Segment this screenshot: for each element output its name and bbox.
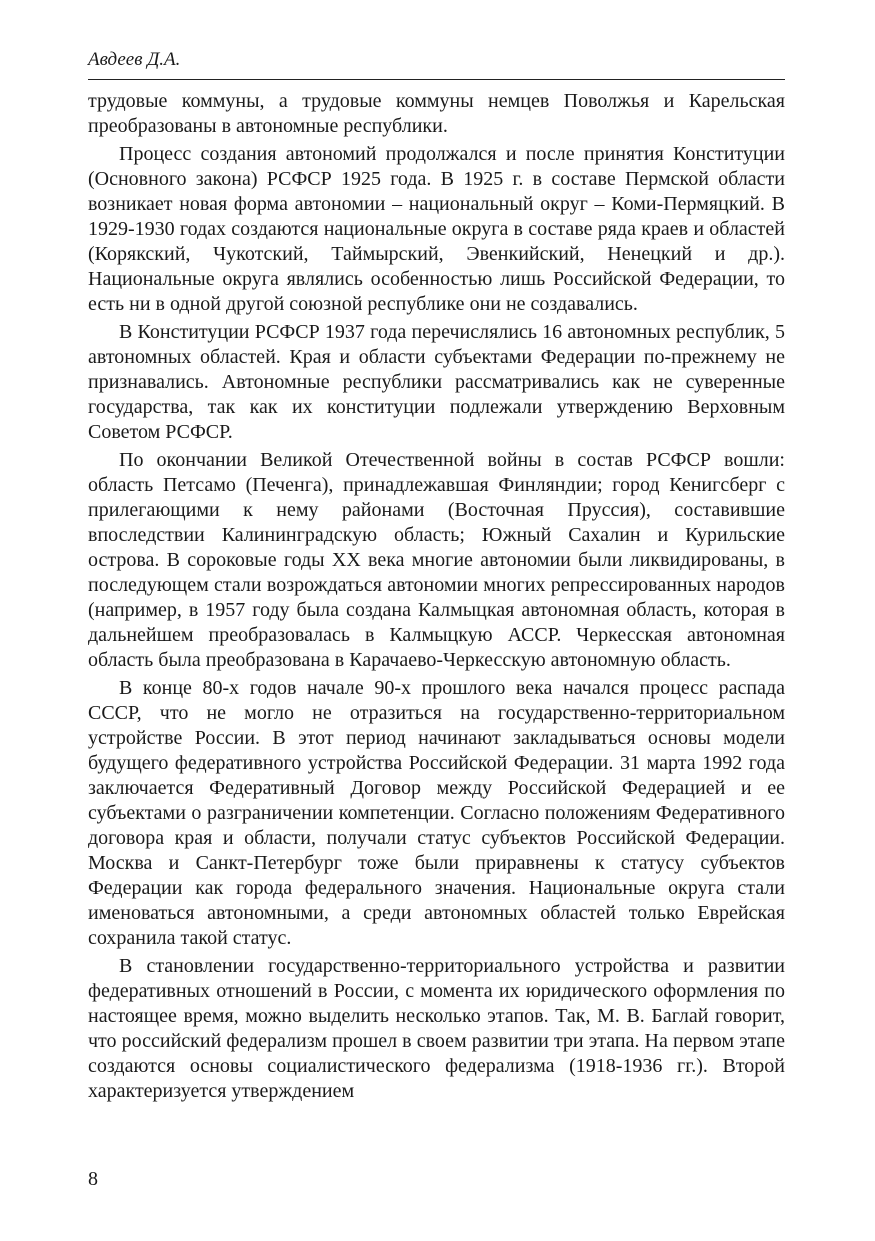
page-number: 8 bbox=[88, 1168, 98, 1190]
page-body bbox=[88, 89, 785, 1107]
paragraph-ussr-collapse: В конце 80-х годов начале 90-х прошлого века начался процесс распада СССР, что не могло не отразиться на государственно-территориальном устройстве России. В этот период начинают закладываться основы модели будущего федеративного устройства Российской Федерации. 31 марта 1992 года заключается Федеративный Договор между Российской Федерацией и ее субъектами о разграничении компетенции. Согласно положениям Федеративного договора края и области, получали статус субъектов Российской Федерации. Москва и Санкт-Петербург тоже были приравнены к статусу субъектов Федерации как города федерального значения. Национальные округа стали именоваться автономными, а среди автономных областей только Еврейская сохранила такой статус. bbox=[88, 677, 785, 949]
paragraph-continued: трудовые коммуны, а трудовые коммуны немцев Поволжья и Карельская преобразованы в автономные республики. bbox=[88, 90, 785, 137]
paragraph-federalism-stages: В становлении государственно-территориального устройства и развитии федеративных отношений в России, с момента их юридического оформления по настоящее время, можно выделить несколько этапов. Так, М. В. Баглай говорит, что российский федерализм прошел в своем развитии три этапа. На первом этапе создаются основы социалистического федерализма (1918-1936 гг.). Второй характеризуется утверждением bbox=[88, 955, 785, 1102]
running-header-author: Авдеев Д.А. bbox=[88, 49, 181, 70]
paragraph-post-war: По окончании Великой Отечественной войны в состав РСФСР вошли: область Петсамо (Печенга), принадлежавшая Финляндии; город Кенигсберг с прилегающими к нему районами (Восточная Пруссия), составившие впоследствии Калининградскую область; Южный Сахалин и Курильские острова. В сороковые годы XX века многие автономии были ликвидированы, в последующем стали возрождаться автономии многих репрессированных народов (например, в 1957 году была создана Калмыцкая автономная область, которая в дальнейшем преобразовалась в Калмыцкую АССР. Черкесская автономная область была преобразована в Карачаево-Черкесскую автономную область. bbox=[88, 449, 785, 671]
header-divider bbox=[88, 79, 785, 80]
paragraph-constitution-1937: В Конституции РСФСР 1937 года перечислялись 16 автономных республик, 5 автономных областей. Края и области субъектами Федерации по-прежнему не признавались. Автономные республики рассматривались как не суверенные государства, так как их конституции подлежали утверждению Верховным Советом РСФСР. bbox=[88, 321, 785, 443]
paragraph-autonomies-1925: Процесс создания автономий продолжался и после принятия Конституции (Основного закона) РСФСР 1925 года. В 1925 г. в составе Пермской области возникает новая форма автономии – национальный округ – Коми-Пермяцкий. В 1929-1930 годах создаются национальные округа в составе ряда краев и областей (Корякский, Чукотский, Таймырский, Эвенкийский, Ненецкий и др.). Национальные округа являлись особенностью лишь Российской Федерации, то есть ни в одной другой союзной республике они не создавались. bbox=[88, 143, 785, 315]
